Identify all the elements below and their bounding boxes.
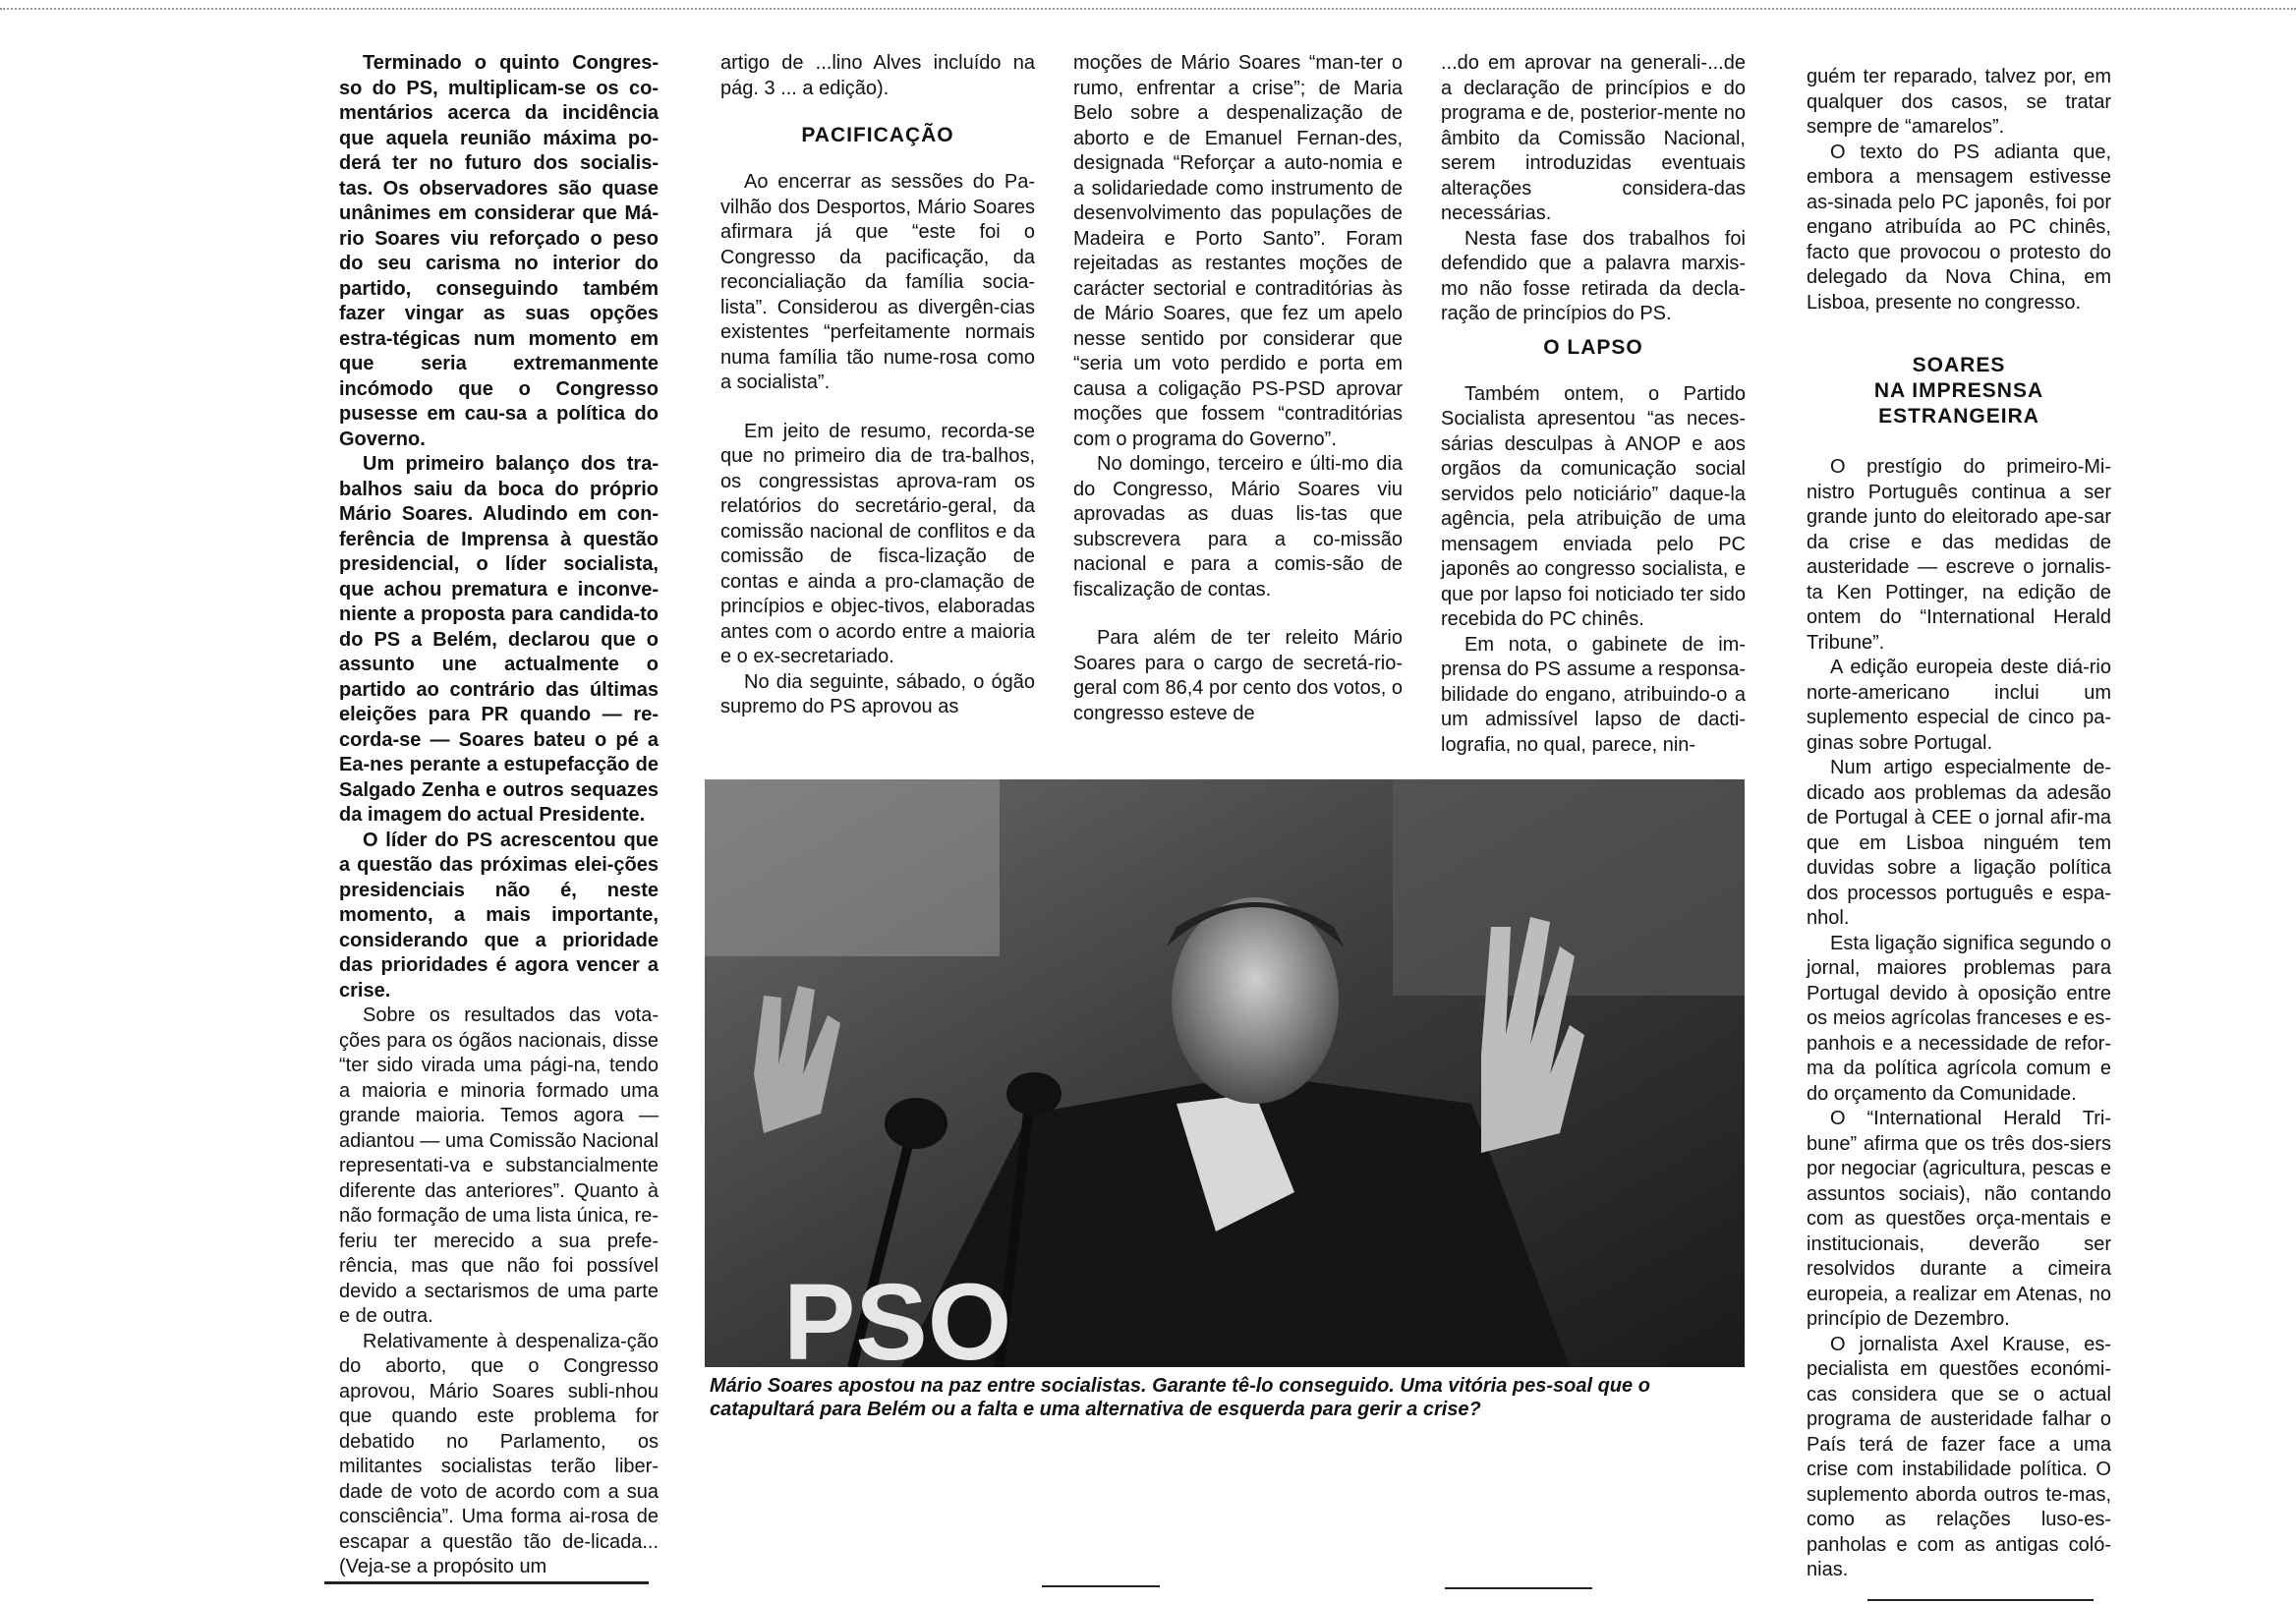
heading-line-2: NA IMPRESNSA ESTRANGEIRA xyxy=(1873,379,2044,428)
paragraph: A edição europeia deste diá-rio norte-americano inclui um suplemento especial de cinco pa-ginas sobre Portugal. xyxy=(1807,657,2111,754)
paragraph: Relativamente à despenaliza-ção do aborto, que o Congresso aprovou, Mário Soares subli-nhou que quando este problema for debatido no Parlamento, os militantes socialistas terão liber-dade de voto de acordo com a sua consciência”. Uma forma ai-rosa de escapar a questão tão de-licada... (Veja-se a propósito um xyxy=(339,1330,659,1577)
paragraph: Sobre os resultados das vota-ções para os ógãos nacionais, disse “ter sido virada uma pági-na, tendo a maioria e minoria formado uma grande maioria. Temos agora — adiantou — uma Comissão Nacional representati-va e substancialmente diferente das anteriores”. Quanto à não formação de uma lista única, re-feriu ter merecido a sua prefe-rência, mas que não foi possível devido a sectarismos de uma parte e de outra. xyxy=(339,1004,659,1327)
bottom-rule xyxy=(1042,1585,1160,1587)
column-1 xyxy=(339,51,659,1580)
paragraph: Em nota, o gabinete de im-prensa do PS assume a responsa-bilidade do engano, atribuindo-o a um admissível lapso de dacti-lografia, no qual, parece, nin- xyxy=(1441,633,1746,756)
paragraph: Esta ligação significa segundo o jornal, maiores problemas para Portugal devido à oposição entre os meios agrícolas franceses e es-panhois e a necessidade de refor-ma da política agrícola comum e do orçamento da Comunidade. xyxy=(1807,932,2111,1105)
paragraph: O líder do PS acrescentou que a questão das próximas elei-ções presidenciais não é, neste momento, a mais importante, considerando que a prioridade das prioridades é agora vencer a crise. xyxy=(339,829,659,1002)
paragraph: O jornalista Axel Krause, es-pecialista em questões económi-cas considera que se o actual programa de austeridade falhar o País terá de fazer face a uma crise com instabilidade política. O suplemento aborda outros te-mas, como as relações luso-es-panholas e com as antigas coló-nias. xyxy=(1807,1333,2111,1580)
column-3 xyxy=(1073,51,1403,726)
paragraph: Para além de ter releito Mário Soares para o cargo de secretá-rio-geral com 86,4 por cento dos votos, o congresso esteve de xyxy=(1073,627,1403,724)
column-4 xyxy=(1441,51,1746,758)
paragraph: Nesta fase dos trabalhos foi defendido que a palavra marxis-mo não fosse retirada da decla-ração de princípios do PS. xyxy=(1441,227,1746,324)
section-heading-o-lapso: O LAPSO xyxy=(1543,335,1643,359)
heading-line-1: SOARES xyxy=(1912,354,2006,376)
paragraph: No domingo, terceiro e últi-mo dia do Congresso, Mário Soares viu aprovadas as duas lis-tas que subscrevera para a co-missão nacional e para a comis-são de fiscalização de contas. xyxy=(1073,453,1403,601)
paragraph: Ao encerrar as sessões do Pa-vilhão dos Desportos, Mário Soares afirmara já que “este foi o Congresso da pacificação, da reconcialiação da família socia-lista”. Considerou as divergên-cias existentes “perfeitamente normais numa família tão nume-rosa como a socialista”. xyxy=(720,171,1035,393)
paragraph: moções de Mário Soares “man-ter o rumo, enfrentar a crise”; de Maria Belo sobre a despenalização de aborto e de Emanuel Fernan-des, designada “Reforçar a auto-nomia e a solidariedade como instrumento de desenvolvimento das populações de Madeira e Porto Santo”. Foram rejeitadas as restantes moções de carácter sectorial e contraditórias às de Mário Soares, que fez um apelo nesse sentido por considerar que “seria um voto perdido e porta em causa a coligação PS-PSD aprovar moções que fossem “contraditórias com o programa do Governo”. xyxy=(1073,52,1403,450)
section-heading-pacificacao: PACIFICAÇÃO xyxy=(801,124,954,146)
paragraph: Terminado o quinto Congres-so do PS, multiplicam-se os co-mentários acerca da incidência que aquela reunião máxima po-derá ter no futuro dos socialis-tas. Os observadores são quase unânimes em considerar que Má-rio Soares viu reforçado o peso do seu carisma no interior do partido, conseguindo também fazer vingar as suas opções estra-tégicas num momento em que seria extremanmente incómodo que o Congresso pusesse em cau-sa a política do Governo. xyxy=(339,52,659,450)
news-photo xyxy=(705,779,1745,1367)
page-top-edge xyxy=(0,0,2296,10)
paragraph: artigo de ...lino Alves incluído na pág. 3 ... a edição). xyxy=(720,52,1035,99)
paragraph: No dia seguinte, sábado, o ógão supremo do PS aprovou as xyxy=(720,670,1035,717)
paragraph: Também ontem, o Partido Socialista apresentou “as neces-sárias desculpas à ANOP e aos orgãos da comunicação social servidos pelo noticiário” daque-la agência, pela atribuição de uma mensagem enviada pelo PC japonês ao congresso socialista, e que por lapso foi noticiado ter sido recebida do PC chinês. xyxy=(1441,382,1746,630)
column-5 xyxy=(1807,65,2111,1583)
paragraph: Num artigo especialmente de-dicado aos problemas da adesão de Portugal à CEE o jornal afir-ma que em Lisboa ninguém tem duvidas sobre a ligação política dos processos português e espa-nhol. xyxy=(1807,757,2111,929)
paragraph: Um primeiro balanço dos tra-balhos saiu da boca do próprio Mário Soares. Aludindo em con-ferência de Imprensa à questão presidencial, o líder socialista, que achou prematura e inconve-niente a proposta para candida-to do PS a Belém, declarou que o assunto une actualmente o partido ao contrário das últimas eleições para PR quando — re-corda-se — Soares bateu o pé a Ea-nes perante a estupefacção de Salgado Zenha e outros sequazes da imagem do actual Presidente. xyxy=(339,453,659,826)
column-2 xyxy=(720,51,1035,720)
podium-lettering: PSO xyxy=(783,1262,1012,1367)
photo-drawing xyxy=(705,779,1745,1367)
paragraph: Em jeito de resumo, recorda-se que no primeiro dia de tra-balhos, os congressistas aprova-ram os relatórios do secretário-geral, da comissão nacional de conflitos e da comissão de fisca-lização de contas e ainda a pro-clamação de princípios e objec-tivos, elaboradas antes com o acordo entre a maioria e o ex-secretariado. xyxy=(720,420,1035,667)
bottom-rule xyxy=(1867,1599,2094,1601)
photo-caption: Mário Soares apostou na paz entre socialistas. Garante tê-lo conseguido. Uma vitória pes-soal que o catapultará para Belém ou a falta e uma alternativa de esquerda para gerir a crise? xyxy=(710,1375,1650,1420)
paragraph: guém ter reparado, talvez por, em qualquer dos casos, se tratar sempre de “amarelos”. xyxy=(1807,66,2111,138)
paragraph: ...do em aprovar na generali-...de a declaração de princípios e do programa e de, posterior-mente no âmbito da Comissão Nacional, serem introduzidas eventuais alterações considera-das necessárias. xyxy=(1441,52,1746,224)
paragraph: O prestígio do primeiro-Mi-nistro Português continua a ser grande junto do eleitorado ape-sar da crise e das medidas de austeridade — escreve o jornalis-ta Ken Pottinger, na edição de ontem do “International Herald Tribune”. xyxy=(1807,456,2111,654)
bottom-rule xyxy=(324,1581,649,1584)
paragraph: O “International Herald Tri-bune” afirma que os três dos-siers por negociar (agricultura, pescas e assuntos sociais), não contando com as questões orça-mentais e institucionais, deverão ser resolvidos durante a cimeira europeia, a realizar em Atenas, no princípio de Dezembro. xyxy=(1807,1108,2111,1330)
paragraph: O texto do PS adianta que, embora a mensagem estivesse as-sinada pelo PC japonês, foi por engano atribuída ao PC chinês, facto que provocou o protesto do delegado da Nova China, em Lisboa, presente no congresso. xyxy=(1807,141,2111,314)
section-heading-soares-imprensa xyxy=(1807,353,2111,430)
bottom-rule xyxy=(1445,1587,1592,1589)
